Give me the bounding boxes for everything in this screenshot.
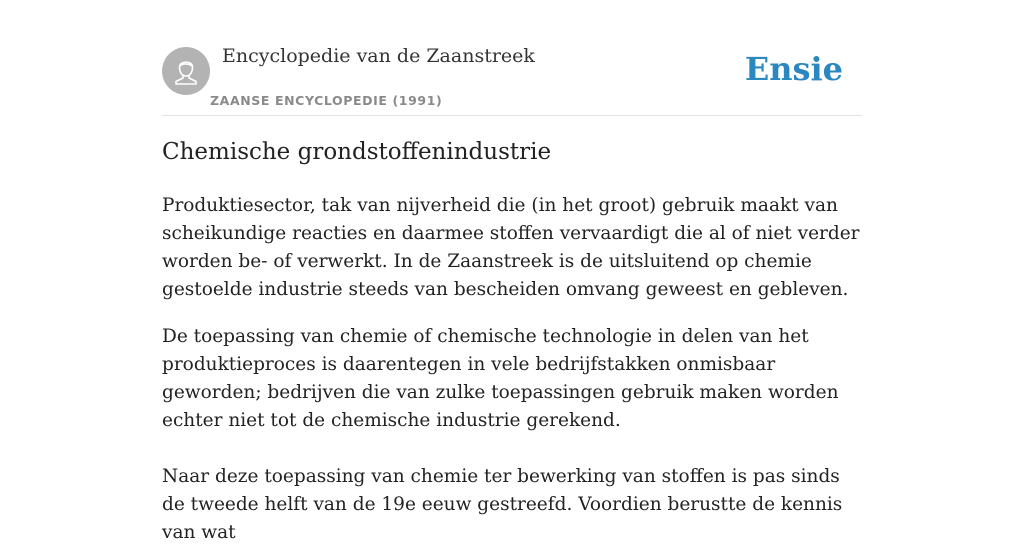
source-title[interactable]: Encyclopedie van de Zaanstreek: [222, 45, 535, 67]
ensie-logo[interactable]: Ensie: [744, 50, 843, 88]
article-paragraph-1: Produktiesector, tak van nijverheid die (in het groot) gebruik maakt van scheikundige reacties en daarmee stoffen vervaardigt die al of niet verder worden be- of verwerkt. In de Zaanstreek is de uitsluitend op chemie gestoelde industrie steeds van bescheiden omvang geweest en gebleven.: [162, 195, 860, 300]
source-subtitle: ZAANSE ENCYCLOPEDIE (1991): [210, 93, 443, 108]
avatar[interactable]: [162, 47, 210, 95]
article-paragraph-3: Naar deze toepassing van chemie ter bewerking van stoffen is pas sinds de tweede helft van de 19e eeuw gestreefd. Voordien berustte de kennis van wat: [162, 466, 843, 543]
article-paragraph-2: De toepassing van chemie of chemische technologie in delen van het produktieproces is daarentegen in vele bedrijfstakken onmisbaar geworden; bedrijven die van zulke toepassingen gebruik maken worden echter niet tot de chemische industrie gerekend.: [162, 326, 839, 431]
source-header: [162, 0, 862, 116]
page-container: [162, 0, 862, 543]
user-icon: [162, 47, 210, 95]
article-title: Chemische grondstoffenindustrie: [162, 139, 552, 165]
